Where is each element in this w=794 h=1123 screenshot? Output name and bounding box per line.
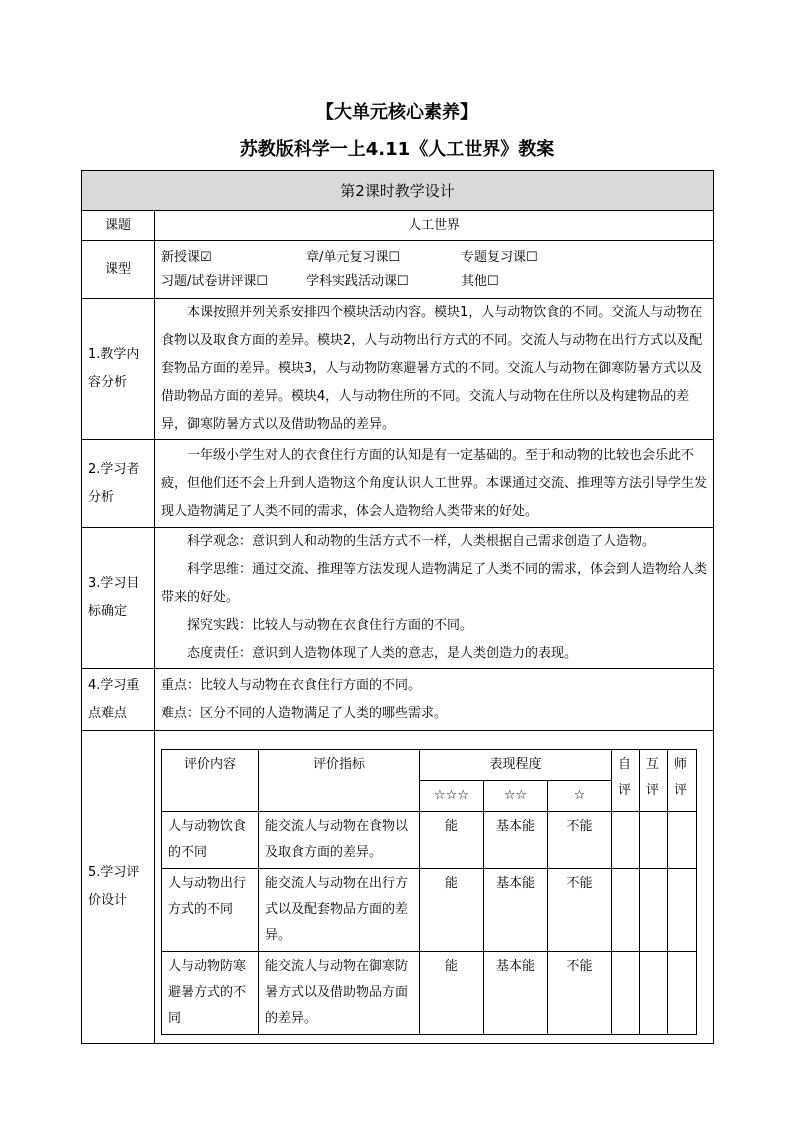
evaluation-row-item — [162, 869, 697, 952]
eval-indicator: 能交流人与动物在御寒防暑方式以及借助物品方面的差异。 — [259, 952, 420, 1035]
eval-level-one: 不能 — [548, 869, 612, 952]
learner-analysis-label — [82, 440, 155, 528]
objectives-label — [82, 528, 155, 669]
eval-teacher-cell[interactable] — [668, 952, 697, 1035]
eval-self-cell[interactable] — [612, 812, 640, 869]
key-point-focus: 重点：比较人与动物在衣食住行方面的不同。 — [161, 677, 422, 693]
learner-analysis-cell — [155, 440, 714, 528]
header-three-stars: ☆☆☆ — [420, 781, 484, 812]
eval-content: 人与动物饮食的不同 — [162, 812, 259, 869]
lesson-plan-table — [81, 170, 714, 1044]
lesson-type-label: 课型 — [82, 241, 155, 299]
key-points-label-text: 4.学习重点难点 — [88, 677, 140, 721]
lesson-type-option: 章/单元复习课☐ — [306, 249, 401, 265]
lesson-type-option: 习题/试卷讲评课☐ — [161, 273, 269, 289]
evaluation-row-item — [162, 952, 697, 1035]
key-points-cell — [155, 669, 714, 731]
content-analysis-text: 本课按照并列关系安排四个模块活动内容。模块1，人与动物饮食的不同。交流人与动物在食物以及取食方面的差异。模块2，人与动物出行方式的不同。交流人与动物在出行方式以及配套物品方面的差异。模块3，人与动物防寒避暑方式的不同。交流人与动物在御寒防暑方式以及借助物品方面的差异。模块4，人与动物住所的不同。交流人与动物在住所以及构建物品的差异，御寒防暑方式以及借助物品的差异。 — [161, 305, 703, 432]
objective-item: 科学观念：意识到人和动物的生活方式不一样，人类根据自己需求创造了人造物。 — [187, 534, 656, 549]
topic-label: 课题 — [82, 211, 155, 241]
lesson-type-option: 专题复习课☐ — [461, 249, 538, 265]
eval-peer-cell[interactable] — [640, 869, 668, 952]
learner-analysis-row — [82, 440, 714, 528]
key-point-difficulty: 难点：区分不同的人造物满足了人类的哪些需求。 — [161, 705, 448, 721]
header-content: 评价内容 — [162, 750, 259, 812]
eval-content: 人与动物防寒避暑方式的不同 — [162, 952, 259, 1035]
lesson-type-option: 新授课☑ — [161, 249, 212, 265]
evaluation-table — [161, 749, 697, 1035]
lesson-type-option: 其他☐ — [461, 273, 499, 289]
header-peer: 互评 — [640, 750, 668, 812]
evaluation-cell — [155, 731, 714, 1044]
lesson-type-option: 学科实践活动课☐ — [306, 273, 409, 289]
topic-value: 人工世界 — [155, 211, 714, 241]
eval-level-three: 能 — [420, 869, 484, 952]
objective-item: 科学思维：通过交流、推理等方法发现人造物满足了人类不同的需求，体会到人造物给人类带来的好处。 — [161, 562, 708, 605]
evaluation-header-row — [162, 750, 697, 781]
eval-self-cell[interactable] — [612, 869, 640, 952]
learner-analysis-label-text: 2.学习者分析 — [88, 461, 140, 505]
lesson-type-row — [82, 241, 714, 299]
header-two-stars: ☆☆ — [484, 781, 548, 812]
eval-level-two: 基本能 — [484, 952, 548, 1035]
header-one-star: ☆ — [548, 781, 612, 812]
content-analysis-label — [82, 299, 155, 440]
eval-level-three: 能 — [420, 952, 484, 1035]
key-points-label — [82, 669, 155, 731]
header-self: 自评 — [612, 750, 640, 812]
eval-indicator: 能交流人与动物在食物以及取食方面的差异。 — [259, 812, 420, 869]
evaluation-label-text: 5.学习评价设计 — [88, 865, 140, 908]
content-analysis-label-text: 1.教学内容分析 — [88, 347, 140, 390]
eval-peer-cell[interactable] — [640, 812, 668, 869]
document-title: 苏教版科学一上4.11《人工世界》教案 — [239, 139, 555, 160]
eval-level-one: 不能 — [548, 952, 612, 1035]
eval-level-one: 不能 — [548, 812, 612, 869]
lesson-type-options — [155, 241, 714, 299]
evaluation-row-item — [162, 812, 697, 869]
document-super-title: 【大单元核心素养】 — [316, 102, 478, 123]
eval-teacher-cell[interactable] — [668, 812, 697, 869]
evaluation-row — [82, 731, 714, 1044]
eval-level-two: 基本能 — [484, 812, 548, 869]
section-title-row — [82, 171, 714, 211]
objective-item: 探究实践：比较人与动物在衣食住行方面的不同。 — [187, 618, 474, 633]
objectives-label-text: 3.学习目标确定 — [88, 576, 140, 619]
key-points-row — [82, 669, 714, 731]
topic-row — [82, 211, 714, 241]
eval-content: 人与动物出行方式的不同 — [162, 869, 259, 952]
eval-level-two: 基本能 — [484, 869, 548, 952]
header-performance: 表现程度 — [420, 750, 612, 781]
content-analysis-cell — [155, 299, 714, 440]
eval-level-three: 能 — [420, 812, 484, 869]
evaluation-label — [82, 731, 155, 1044]
eval-teacher-cell[interactable] — [668, 869, 697, 952]
eval-indicator: 能交流人与动物在出行方式以及配套物品方面的差异。 — [259, 869, 420, 952]
header-indicator: 评价指标 — [259, 750, 420, 812]
objectives-row — [82, 528, 714, 669]
objectives-cell — [155, 528, 714, 669]
eval-self-cell[interactable] — [612, 952, 640, 1035]
learner-analysis-text: 一年级小学生对人的衣食住行方面的认知是有一定基础的。至于和动物的比较也会乐此不疲，但他们还不会上升到人造物这个角度认识人工世界。本课通过交流、推理等方法引导学生发现人造物满足了人类不同的需求，体会人造物给人类带来的好处。 — [161, 447, 708, 519]
content-analysis-row — [82, 299, 714, 440]
objective-item: 态度责任：意识到人造物体现了人类的意志，是人类创造力的表现。 — [187, 646, 578, 661]
header-teacher: 师评 — [668, 750, 697, 812]
section-title: 第2课时教学设计 — [82, 171, 714, 211]
eval-peer-cell[interactable] — [640, 952, 668, 1035]
